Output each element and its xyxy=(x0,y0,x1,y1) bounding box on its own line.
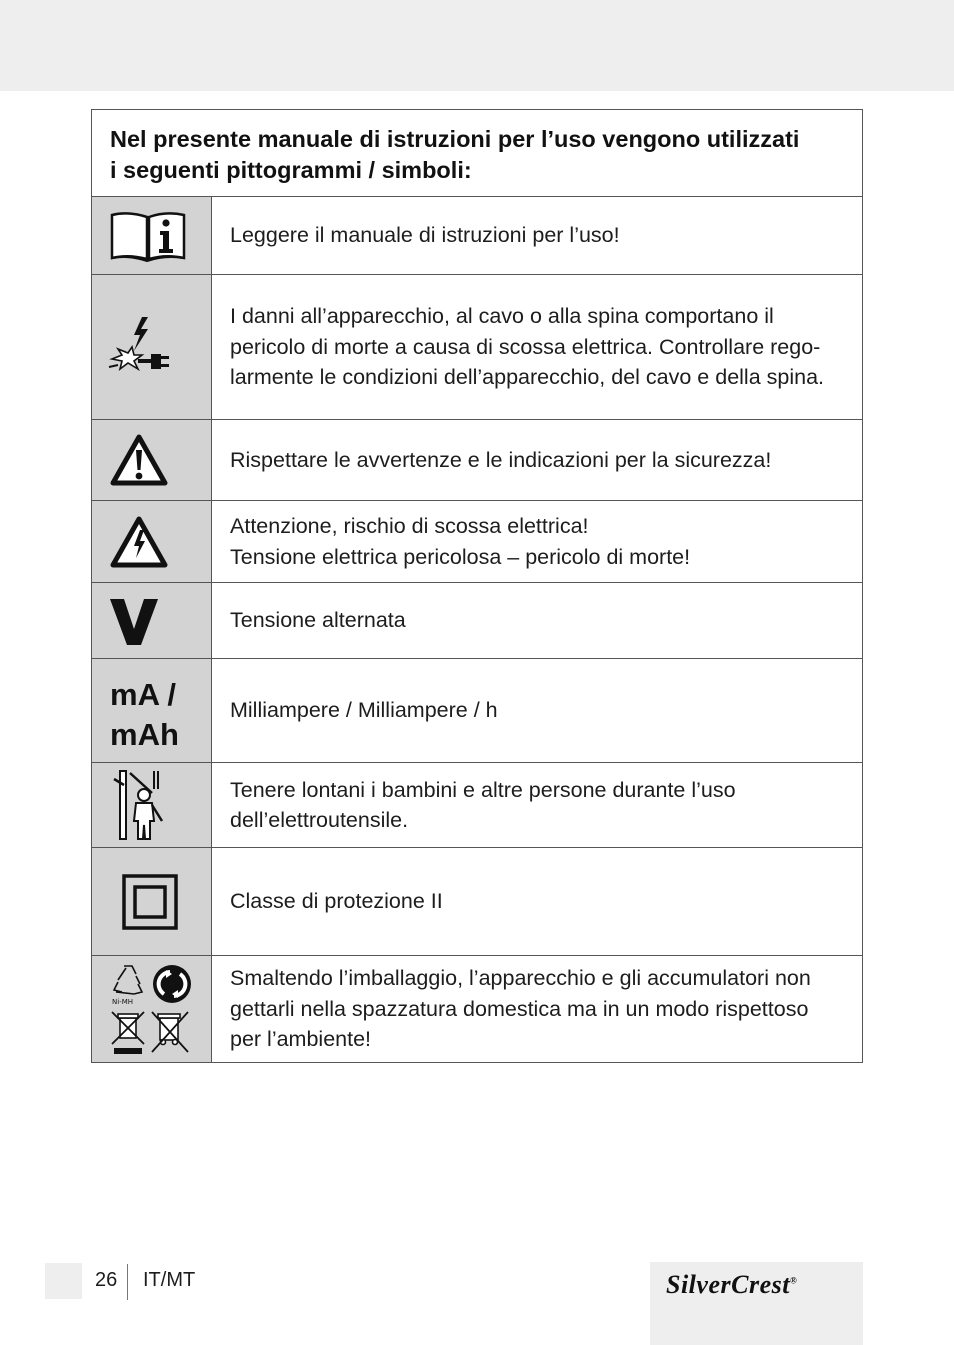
brand-name: SilverCrest xyxy=(666,1270,790,1299)
disposal-recycling-icon xyxy=(92,956,212,1062)
table-row xyxy=(92,501,862,583)
table-header xyxy=(92,110,862,197)
symbol-table xyxy=(91,109,863,1063)
unit-symbol-line: mAh xyxy=(110,717,179,752)
page-number: 26 xyxy=(95,1269,118,1291)
damaged-plug-shock-icon xyxy=(92,275,212,419)
row-text-line: Leggere il manuale di istruzioni per l’uso! xyxy=(230,223,620,248)
top-band xyxy=(0,0,954,91)
footer-marker xyxy=(45,1263,82,1299)
row-text-line: Rispettare le avvertenze e le indicazioni per la sicurezza! xyxy=(230,447,772,472)
row-text-line: Smaltendo l’imballaggio, l’apparecchio e gli accumulatori non xyxy=(230,966,811,991)
keep-children-away-icon xyxy=(92,763,212,847)
row-text-line: pericolo di morte a causa di scossa elettrica. Controllare rego- xyxy=(230,334,821,359)
unit-symbol-line: mA / xyxy=(110,677,177,712)
alternating-voltage-icon xyxy=(92,583,212,658)
row-text-line: Tensione alternata xyxy=(230,608,406,633)
row-text-line: Milliampere / Milliampere / h xyxy=(230,698,498,723)
table-row xyxy=(92,956,862,1062)
row-text-line: Tensione elettrica pericolosa – pericolo di morte! xyxy=(230,544,691,569)
warning-triangle-icon xyxy=(92,420,212,500)
row-text-line: per l’ambiente! xyxy=(230,1027,372,1052)
header-line-2: i seguenti pittogrammi / simboli: xyxy=(110,157,472,183)
brand-logo xyxy=(650,1262,863,1345)
header-line-1: Nel presente manuale di istruzioni per l’uso vengono utilizzati xyxy=(110,126,800,152)
row-text-line: Attenzione, rischio di scossa elettrica! xyxy=(230,514,589,538)
table-row xyxy=(92,763,862,848)
table-row xyxy=(92,848,862,956)
manual-book-icon xyxy=(92,197,212,274)
electric-shock-warning-icon xyxy=(92,501,212,582)
row-text-line: I danni all’apparecchio, al cavo o alla spina comportano il xyxy=(230,304,774,329)
table-row xyxy=(92,659,862,763)
row-text-line: Classe di protezione II xyxy=(230,889,443,914)
row-text-line: larmente le condizioni dell’apparecchio, del cavo e della spina. xyxy=(230,365,825,390)
language-code: IT/MT xyxy=(143,1269,196,1291)
footer-divider xyxy=(127,1264,128,1300)
table-row xyxy=(92,275,862,420)
row-text-line: dell’elettroutensile. xyxy=(230,808,409,832)
milliampere-icon xyxy=(92,659,212,762)
ni-mh-label: Ni-MH xyxy=(112,998,134,1006)
row-text-line: Tenere lontani i bambini e altre persone durante l’uso xyxy=(230,777,736,802)
table-row xyxy=(92,420,862,501)
table-row xyxy=(92,197,862,275)
row-text-line: gettarli nella spazzatura domestica ma in un modo rispettoso xyxy=(230,996,809,1021)
protection-class-ii-icon xyxy=(92,848,212,955)
table-row xyxy=(92,583,862,659)
brand-mark: ® xyxy=(789,1275,798,1286)
